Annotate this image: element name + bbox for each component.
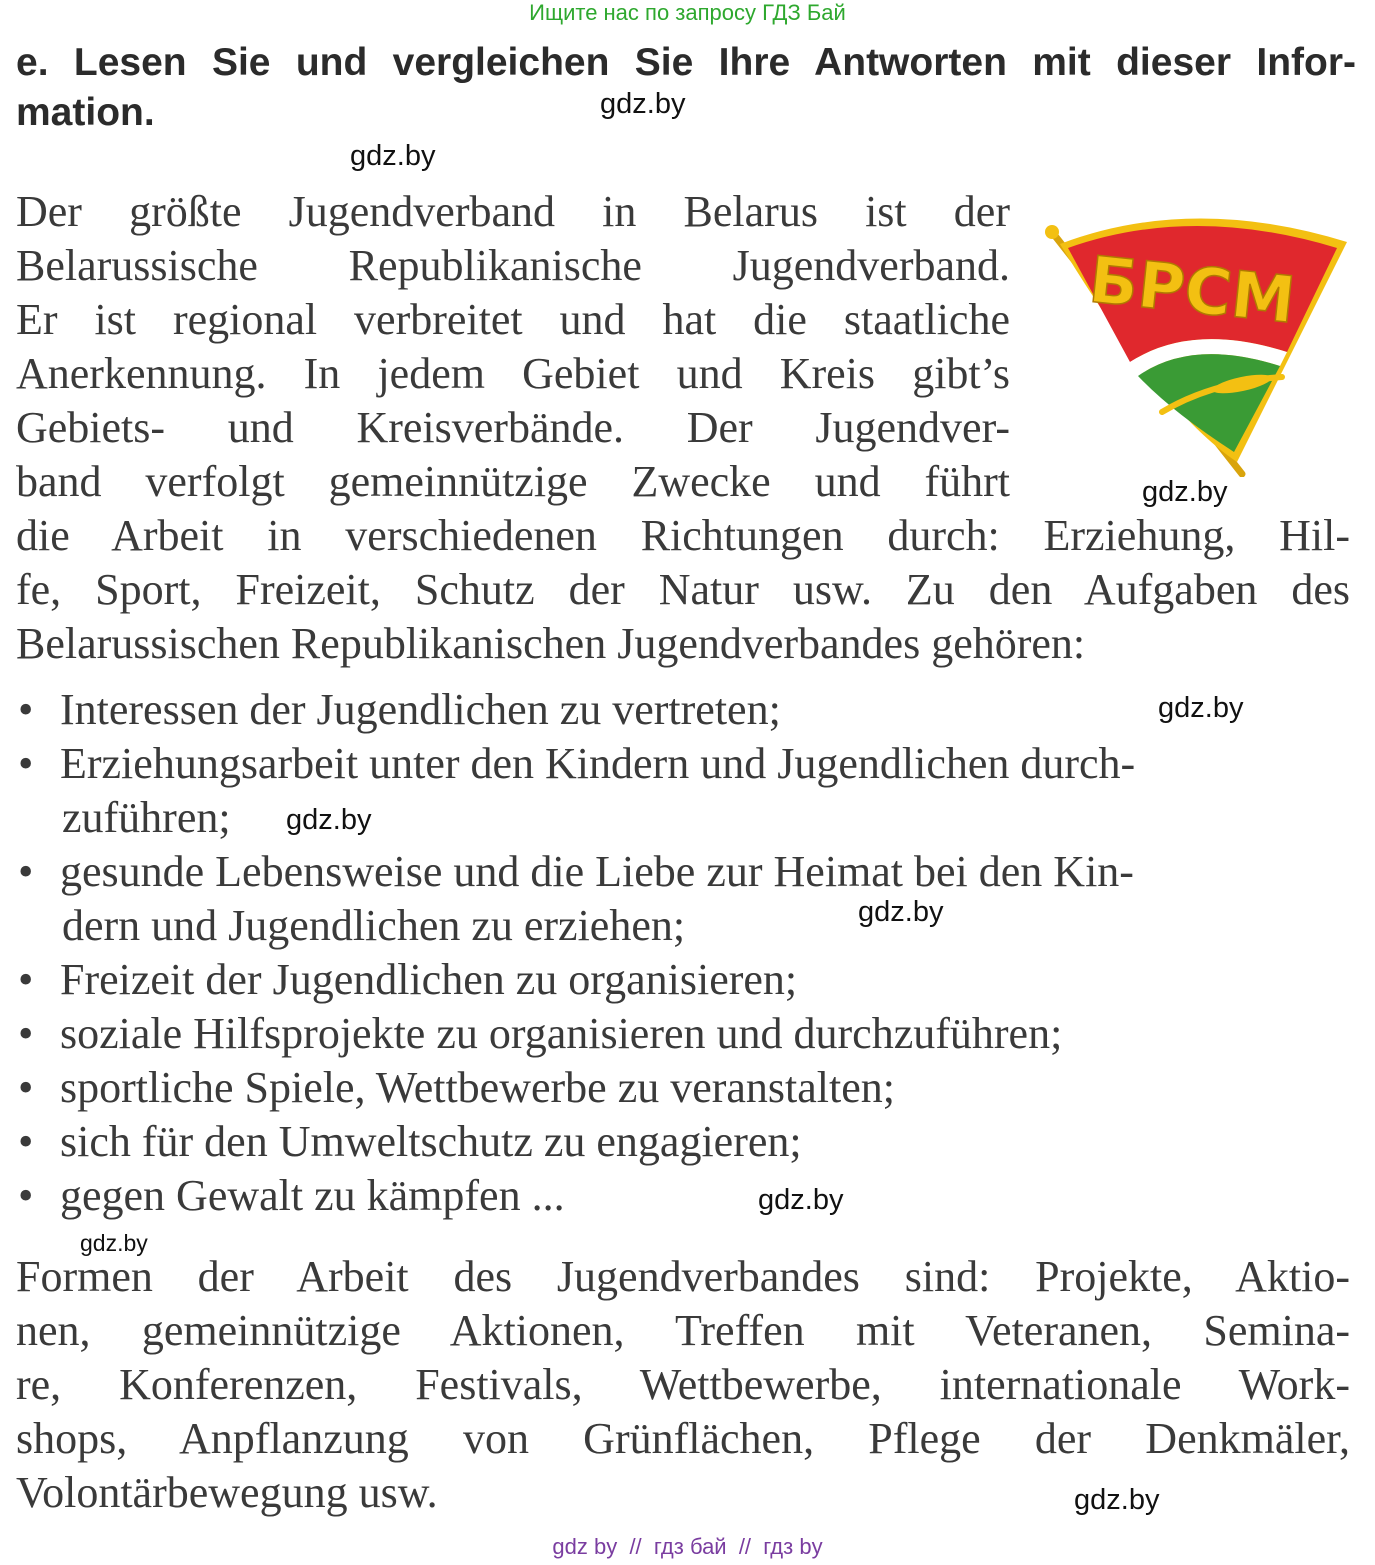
paragraph-line: re, Konferenzen, Festivals, Wettbewerbe, internationale Work-: [16, 1360, 1350, 1409]
list-item: Erziehungsarbeit unter den Kindern und Jugendlichen durch-: [60, 739, 1136, 788]
list-item: gesunde Lebensweise und die Liebe zur Heimat bei den Kin-: [60, 847, 1134, 896]
watermark: gdz.by: [286, 804, 372, 836]
paragraph-line: shops, Anpflanzung von Grünflächen, Pflege der Denkmäler,: [16, 1414, 1350, 1463]
paragraph-line: Er ist regional verbreitet und hat die staatliche: [16, 295, 1010, 344]
paragraph-line: Der größte Jugendverband in Belarus ist der: [16, 187, 1010, 236]
list-item: soziale Hilfsprojekte zu organisieren und durchzuführen;: [60, 1009, 1063, 1058]
paragraph-line: die Arbeit in verschiedenen Richtungen durch: Erziehung, Hil-: [16, 511, 1350, 560]
paragraph-line: Belarussische Republikanische Jugendverband.: [16, 241, 1010, 290]
paragraph-line: Anerkennung. In jedem Gebiet und Kreis gibt’s: [16, 349, 1010, 398]
task-heading-line1: e. Lesen Sie und vergleichen Sie Ihre Antworten mit dieser Infor-: [16, 41, 1356, 84]
task-heading: [16, 38, 1356, 138]
footer-watermark: gdz by // гдз бай // гдз by: [552, 1534, 823, 1559]
watermark: gdz.by: [758, 1184, 844, 1216]
watermark: gdz.by: [1074, 1484, 1160, 1516]
bullet-icon: •: [18, 1171, 34, 1220]
paragraph-line: band verfolgt gemeinnützige Zwecke und führt: [16, 457, 1010, 506]
task-heading-line2: mation.: [16, 91, 155, 134]
watermark: gdz.by: [1142, 476, 1228, 508]
bullet-icon: •: [18, 955, 34, 1004]
watermark: gdz.by: [858, 896, 944, 928]
top-banner: Ищите нас по запросу ГДЗ Бай: [529, 0, 846, 25]
watermark: gdz.by: [600, 88, 686, 120]
list-item: gegen Gewalt zu kämpfen ...: [60, 1171, 565, 1220]
paragraph-line: Gebiets- und Kreisverbände. Der Jugendver-: [16, 403, 1010, 452]
list-item: sich für den Umweltschutz zu engagieren;: [60, 1117, 802, 1166]
bullet-icon: •: [18, 685, 34, 734]
paragraph-line: Belarussischen Republikanischen Jugendverbandes gehören:: [16, 619, 1086, 668]
emblem-text: БРСМ: [1085, 243, 1299, 339]
bullet-icon: •: [18, 1009, 34, 1058]
watermark: gdz.by: [80, 1230, 148, 1256]
list-item: sportliche Spiele, Wettbewerbe zu veranstalten;: [60, 1063, 896, 1112]
watermark: gdz.by: [1158, 692, 1244, 724]
brsm-emblem-icon: [1042, 212, 1352, 477]
list-item-continuation: dern und Jugendlichen zu erziehen;: [62, 901, 686, 950]
list-item-continuation: zuführen;: [62, 793, 231, 842]
paragraph-line: Volontärbewegung usw.: [16, 1468, 438, 1517]
list-item: Freizeit der Jugendlichen zu organisieren;: [60, 955, 798, 1004]
list-item: Interessen der Jugendlichen zu vertreten;: [60, 685, 781, 734]
bullet-icon: •: [18, 847, 34, 896]
paragraph-line: nen, gemeinnützige Aktionen, Treffen mit Veteranen, Semina-: [16, 1306, 1350, 1355]
bullet-icon: •: [18, 739, 34, 788]
paragraph-line: Formen der Arbeit des Jugendverbandes sind: Projekte, Aktio-: [16, 1252, 1350, 1301]
watermark: gdz.by: [350, 140, 436, 172]
bullet-icon: •: [18, 1117, 34, 1166]
paragraph-line: fe, Sport, Freizeit, Schutz der Natur usw. Zu den Aufgaben des: [16, 565, 1350, 614]
bullet-icon: •: [18, 1063, 34, 1112]
